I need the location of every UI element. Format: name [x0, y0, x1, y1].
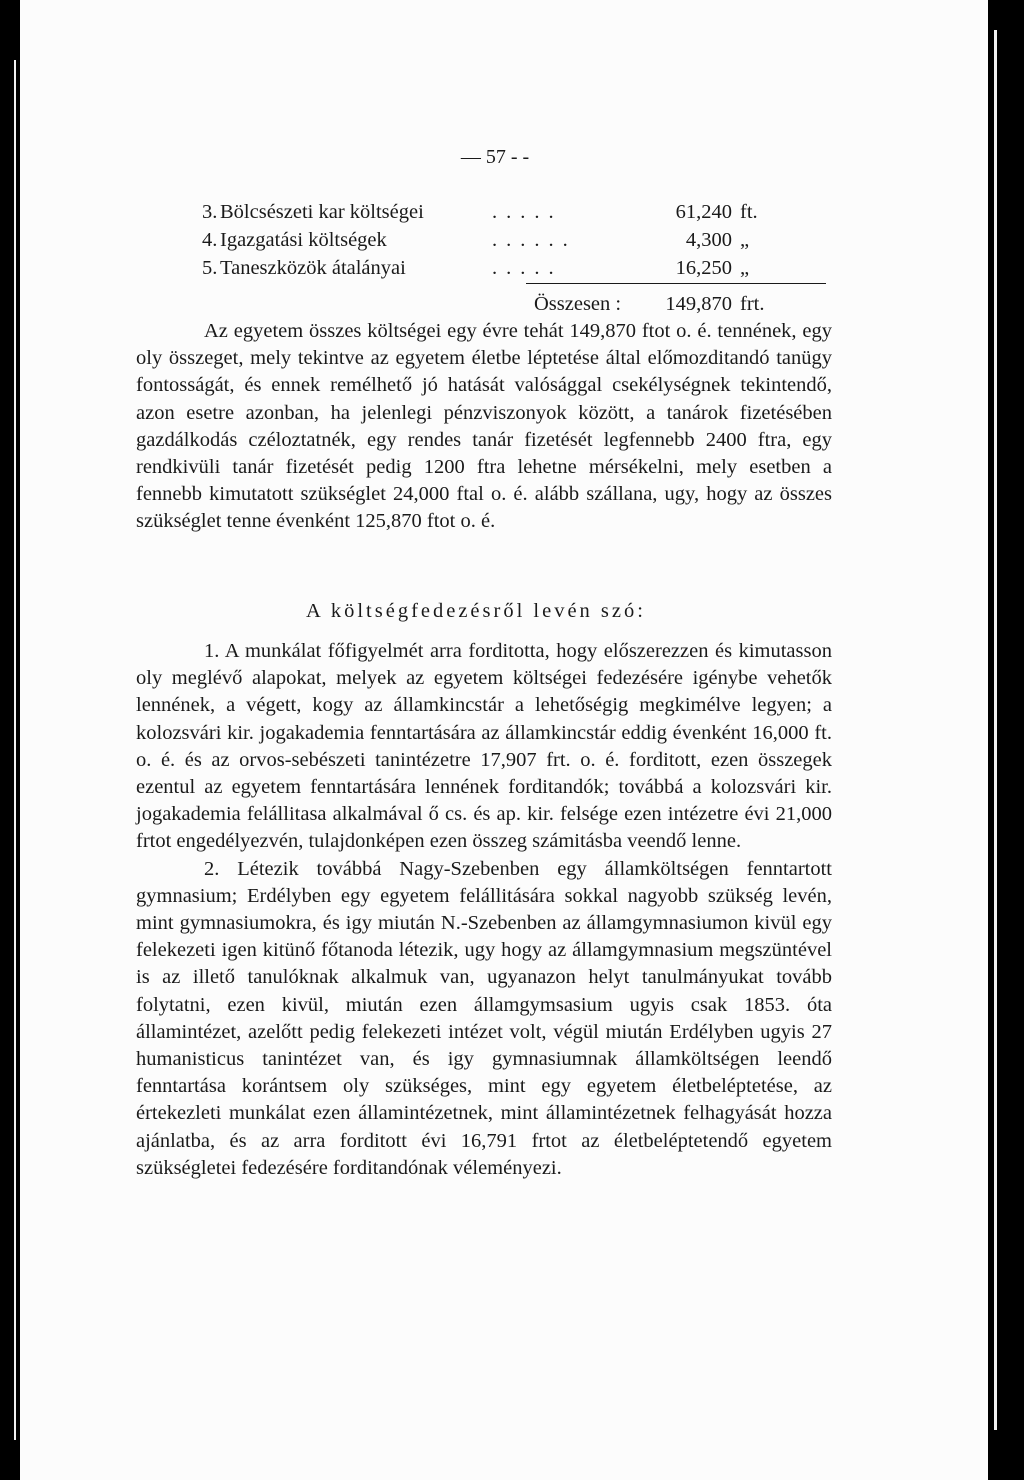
total-label: Összesen : — [534, 293, 622, 315]
page-number: — 57 - - — [460, 146, 530, 168]
body-block-2 — [136, 638, 832, 1182]
cost-num: 3. — [202, 201, 218, 223]
left-edge-line — [14, 60, 16, 1440]
cost-row — [136, 226, 776, 254]
total-unit: frt. — [740, 293, 765, 315]
right-edge-line — [994, 30, 997, 1430]
cost-label: Igazgatási költségek — [220, 229, 387, 251]
paragraph: Az egyetem összes költségei egy évre tehát 149,870 ftot o. é. tennének, egy oly összeget, mely tekintve az egyetem életbe léptetése által előmozditandó tanügy fontosságát, és ennek remélhető jó hatását valósággal csekélységnek tekintendő, azon esetre azonban, ha jelenlegi pénzviszonyok között, a tanárok fizetésében gazdálkodás czéloztatnék, egy rendes tanár fizetését legfennebb 2400 ftra, egy rendkivüli tanár fizetését pedig 1200 ftra lehetne mérsékelni, mely esetben a fennebb kimutatott szükséglet 24,000 ftal o. é. alább szállana, ugy, hogy az összes szükséglet tenne évenként 125,870 ftot o. é. — [136, 320, 832, 533]
cost-dots: ...... — [492, 229, 577, 251]
cost-dots: ..... — [492, 201, 563, 223]
cost-num: 5. — [202, 257, 218, 279]
cost-row — [136, 254, 776, 282]
cost-dots: ..... — [492, 257, 563, 279]
total-amount: 149,870 — [665, 293, 732, 315]
cost-amount: 16,250 — [675, 257, 732, 279]
document-page — [20, 0, 988, 1480]
cost-label: Bölcsészeti kar költségei — [220, 201, 424, 223]
body-block-1 — [136, 318, 832, 536]
cost-unit: „ — [740, 229, 750, 251]
cost-label: Taneszközök átalányai — [220, 257, 406, 279]
paragraph: 2. Létezik továbbá Nagy-Szebenben egy államköltségen fenntartott gymnasium; Erdélyben egy egyetem felállitására sokkal nagyobb szükség levén, mint gymnasiumokra, és igy miután N.-Szebenben az államgymnasiumon kivül egy felekezeti igen kitünő főtanoda létezik, ugy hogy az államgymnasium megszüntével is az illető tanulóknak alkalmuk van, ugyanazon helyt tanulmányukat tovább folytatni, ezen kivül, miután ezen államgymsasium ugyis csak 1853. óta államintézet, azelőtt pedig felekezeti intézet volt, végül miután Erdélyben ugyis 27 humanisticus tanintézet van, és igy gymnasiumnak államköltségen leendő fenntartása korántsem oly szükséges, mint egy egyetem életbeléptetése, az értekezleti munkálat ezen államintézetnek, mint államintézetnek felhagyását hozza ajánlatba, és az arra forditott évi 16,791 frtot az életbeléptetendő egyetem szükségletei fedezésére forditandónak véleményezi. — [136, 857, 832, 1179]
sum-rule — [526, 283, 826, 284]
cost-amount: 61,240 — [675, 201, 732, 223]
cost-num: 4. — [202, 229, 218, 251]
paragraph: 1. A munkálat főfigyelmét arra forditotta, hogy előszerezzen és kimutasson oly meglévő alapokat, melyek az egyetem költségei fedezésére igénybe vehetők lennének, a végett, kogy az államkincstár a lehetőségig megkimélve legyen; a kolozsvári kir. jogakademia fenntartására az államkincstár eddig évenként 16,000 ft. o. é. és az orvos-sebészeti tanintézetre 17,907 frt. o. é. forditott, ezen összegek ezentul az egyetem fenntartására lennének forditandók; továbbá a kolozsvári kir. jogakademia felállitasa alkalmával ő cs. és ap. kir. felsége ezen intézetre évi 21,000 frtot engedélyezvén, tulajdonképen ezen összeg számitásba veendő lenne. — [136, 640, 832, 853]
section-heading: A költségfedezésről levén szó: — [306, 600, 646, 622]
total-row — [136, 290, 776, 318]
cost-unit: „ — [740, 257, 750, 279]
cost-row — [136, 198, 776, 226]
cost-unit: ft. — [740, 201, 758, 223]
cost-amount: 4,300 — [685, 229, 732, 251]
